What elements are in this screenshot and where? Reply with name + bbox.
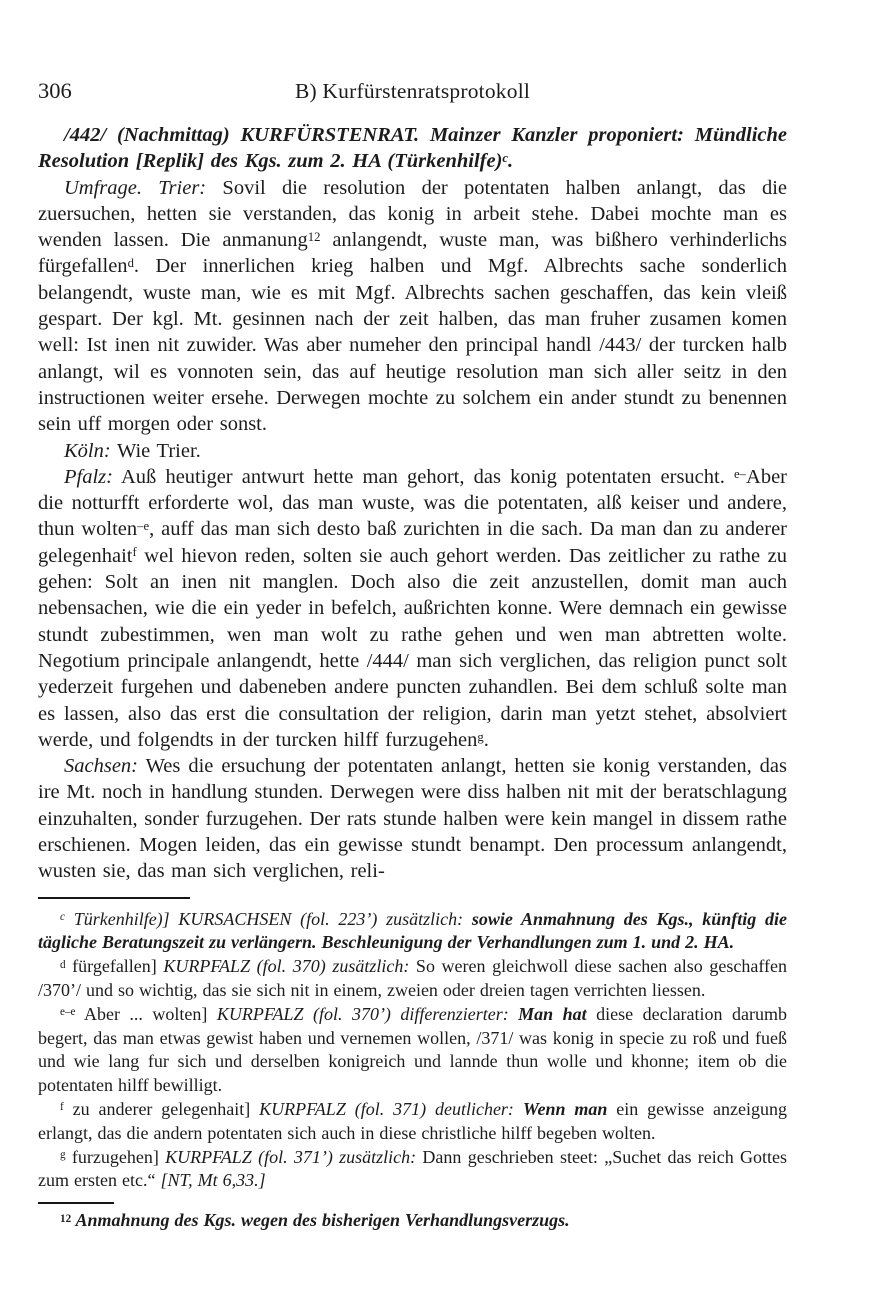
- text-segment: .: [508, 150, 514, 173]
- text-segment: Dann geschrieben steet: „Suchet das reich Gottes zum ersten etc.“: [38, 1146, 788, 1191]
- para-footnote-c: [38, 908, 787, 956]
- para-footnote-12: [38, 1209, 787, 1233]
- para-session-heading: [38, 122, 787, 175]
- text-segment: So weren gleichwoll diese sachen also geschaffen /370’/ und so wichtig, das sie sich nit in einem, zweien oder dreien tagen verrichten liessen.: [38, 956, 788, 1000]
- text-segment: fürgefallen]: [65, 956, 164, 977]
- superscript-note-marker: c: [502, 150, 509, 165]
- main-text: [38, 122, 787, 885]
- page-number: 306: [38, 78, 72, 103]
- superscript-note-marker: 12: [60, 1212, 72, 1225]
- letter-footnote-separator-rule: [38, 897, 190, 899]
- text-segment: Wenn man: [522, 1098, 608, 1119]
- text-segment: anlangendt, wuste man, was bißhero verhinderlichs fürgefallen: [38, 229, 787, 278]
- text-segment: diese declaration darumb begert, das man etwas gewist haben und vernemen wollen, /371/ was konig in specie zu roß und fueß und wie lang fur sich und derselben konigreich und lannde thun wolle und khonne; item ob die potentaten hilff bewilligt.: [38, 1003, 787, 1096]
- para-koeln: [38, 438, 787, 464]
- superscript-note-marker: –e: [137, 519, 150, 534]
- text-segment: Anmahnung des Kgs. wegen des bisherigen Verhandlungsverzugs.: [71, 1210, 570, 1231]
- text-segment: zu anderer gelegenhait]: [63, 1098, 260, 1119]
- letter-footnotes: [38, 908, 787, 1194]
- running-head-title: B) Kurfürstenratsprotokoll: [294, 79, 531, 103]
- text-segment: Sachsen:: [64, 755, 139, 778]
- text-segment: .: [483, 728, 489, 751]
- text-segment: wel hievon reden, solten sie auch gehort werden. Das zeitlicher zu rathe zu gehen: Solt an inen nit manglen. Doch also die zeit anzustellen, domit man auch nebensachen, wie die ein yeder in befelch, außrichten konne. Were demnach ein gewisse stundt zubestimmen, wen man wolt zu rathe gehen und wen man abtretten wolte. Negotium principale anlangendt, hette /444/ man sich verglichen, das religion punct solt yederzeit furgehen und dabeneben andere puncten zuhandlen. Bei dem schluß solte man es lassen, also das erst die consultation der religion, darin man yetzt stehet, absolviert werde, und folgendts in der turcken hilff furzugehen: [38, 544, 787, 751]
- para-umfrage-trier: [38, 175, 787, 438]
- text-segment: Sovil die resolution der potentaten halben anlangt, das die zuersuchen, hetten sie verstanden, das konig in arbeit stehe. Dabei mochte man es wenden lassen. Die anmanung: [38, 176, 787, 252]
- superscript-note-marker: g: [60, 1148, 66, 1161]
- text-segment: Aber die notturfft erforderte wol, das man wuste, was die potentaten, alß keiser und andere, thun wolten: [38, 465, 787, 541]
- text-segment: Köln:: [64, 439, 111, 462]
- superscript-note-marker: e–e: [60, 1006, 76, 1019]
- text-segment: , auff das man sich desto baß zurichten in die sach. Da man dan zu anderer gelegenhait: [38, 518, 787, 567]
- text-segment: [NT, Mt 6,33.]: [160, 1170, 266, 1191]
- text-segment: KURPFALZ (fol. 371’) zusätzlich:: [165, 1146, 417, 1167]
- superscript-note-marker: e–: [734, 466, 747, 481]
- superscript-note-marker: f: [132, 545, 137, 560]
- text-segment: KURPFALZ (fol. 371) deutlicher:: [259, 1098, 523, 1119]
- text-segment: Umfrage. Trier:: [64, 176, 207, 199]
- text-segment: Wes die ersuchung der potentaten anlangt, hetten sie konig verstanden, das ire Mt. noch in handlung stunden. Derwegen were diss halben nit mit der beratschlagung einzuhalten, sonder furzugehen. Der rats stunde halben were kein mangel in dissem rathe erschienen. Mogen leiden, das ein gewisse stundt benampt. Den processum anlangendt, wusten sie, das man sich verglichen, reli-: [38, 755, 787, 883]
- text-segment: Aber ... wolten]: [75, 1003, 217, 1024]
- text-segment: . Der innerlichen krieg halben und Mgf. Albrechts sache sonderlich belangendt, wuste man, wie es mit Mgf. Albrechts sachen geschaffen, das kein vleiß gespart. Der kgl. Mt. gesinnen nach der zeit halben, das man fruher zusamen komen well: Ist inen nit zuwider. Was aber numeher den principal handl /443/ der turcken halb anlangt, wil es vonnoten sein, das auf heutige resolution man sich aller seitz in den instructionen weiter ersehe. Derwegen mochte zu solchem ein ander stundt zu benennen sein uff morgen oder sonst.: [38, 255, 787, 436]
- text-segment: KURPFALZ (fol. 370) zusätzlich:: [163, 956, 410, 977]
- text-segment: /442/ (Nachmittag) KURFÜRSTENRAT. Mainzer Kanzler proponiert: Mündliche Resolution [Replik] des Kgs. zum 2. HA (Türkenhilfe): [38, 124, 787, 173]
- superscript-note-marker: 12: [307, 229, 321, 244]
- text-segment: Türkenhilfe)] KURSACHSEN (fol. 223’) zusätzlich:: [64, 908, 472, 929]
- para-footnote-e: [38, 1003, 787, 1098]
- superscript-note-marker: d: [60, 958, 66, 971]
- numbered-footnotes: [38, 1209, 787, 1233]
- text-segment: Man hat: [518, 1003, 587, 1024]
- para-footnote-f: [38, 1098, 787, 1146]
- text-segment: Pfalz:: [64, 465, 113, 488]
- superscript-note-marker: d: [127, 256, 134, 271]
- running-head: [38, 78, 787, 106]
- para-footnote-d: [38, 955, 787, 1003]
- text-segment: Auß heutiger antwurt hette man gehort, das konig potentaten ersucht.: [112, 465, 735, 488]
- superscript-note-marker: f: [60, 1101, 64, 1114]
- text-segment: KURPFALZ (fol. 370’) differenzierter:: [216, 1003, 519, 1024]
- text-segment: Wie Trier.: [110, 439, 201, 462]
- numbered-footnote-separator-rule: [38, 1202, 114, 1204]
- para-footnote-g: [38, 1146, 787, 1194]
- para-sachsen: [38, 753, 787, 884]
- superscript-note-marker: c: [60, 910, 65, 923]
- text-segment: ein gewisse anzeigung erlangt, das die andern potentaten sich auch in diese christliche hilff begeben wolten.: [38, 1098, 787, 1143]
- para-pfalz: [38, 464, 787, 753]
- text-segment: sowie Anmahnung des Kgs., künftig die tägliche Beratungszeit zu verlängern. Beschleunigung der Verhandlungen zum 1. und 2. HA.: [38, 908, 787, 953]
- text-segment: furzugehen]: [65, 1146, 166, 1167]
- superscript-note-marker: g: [477, 729, 484, 744]
